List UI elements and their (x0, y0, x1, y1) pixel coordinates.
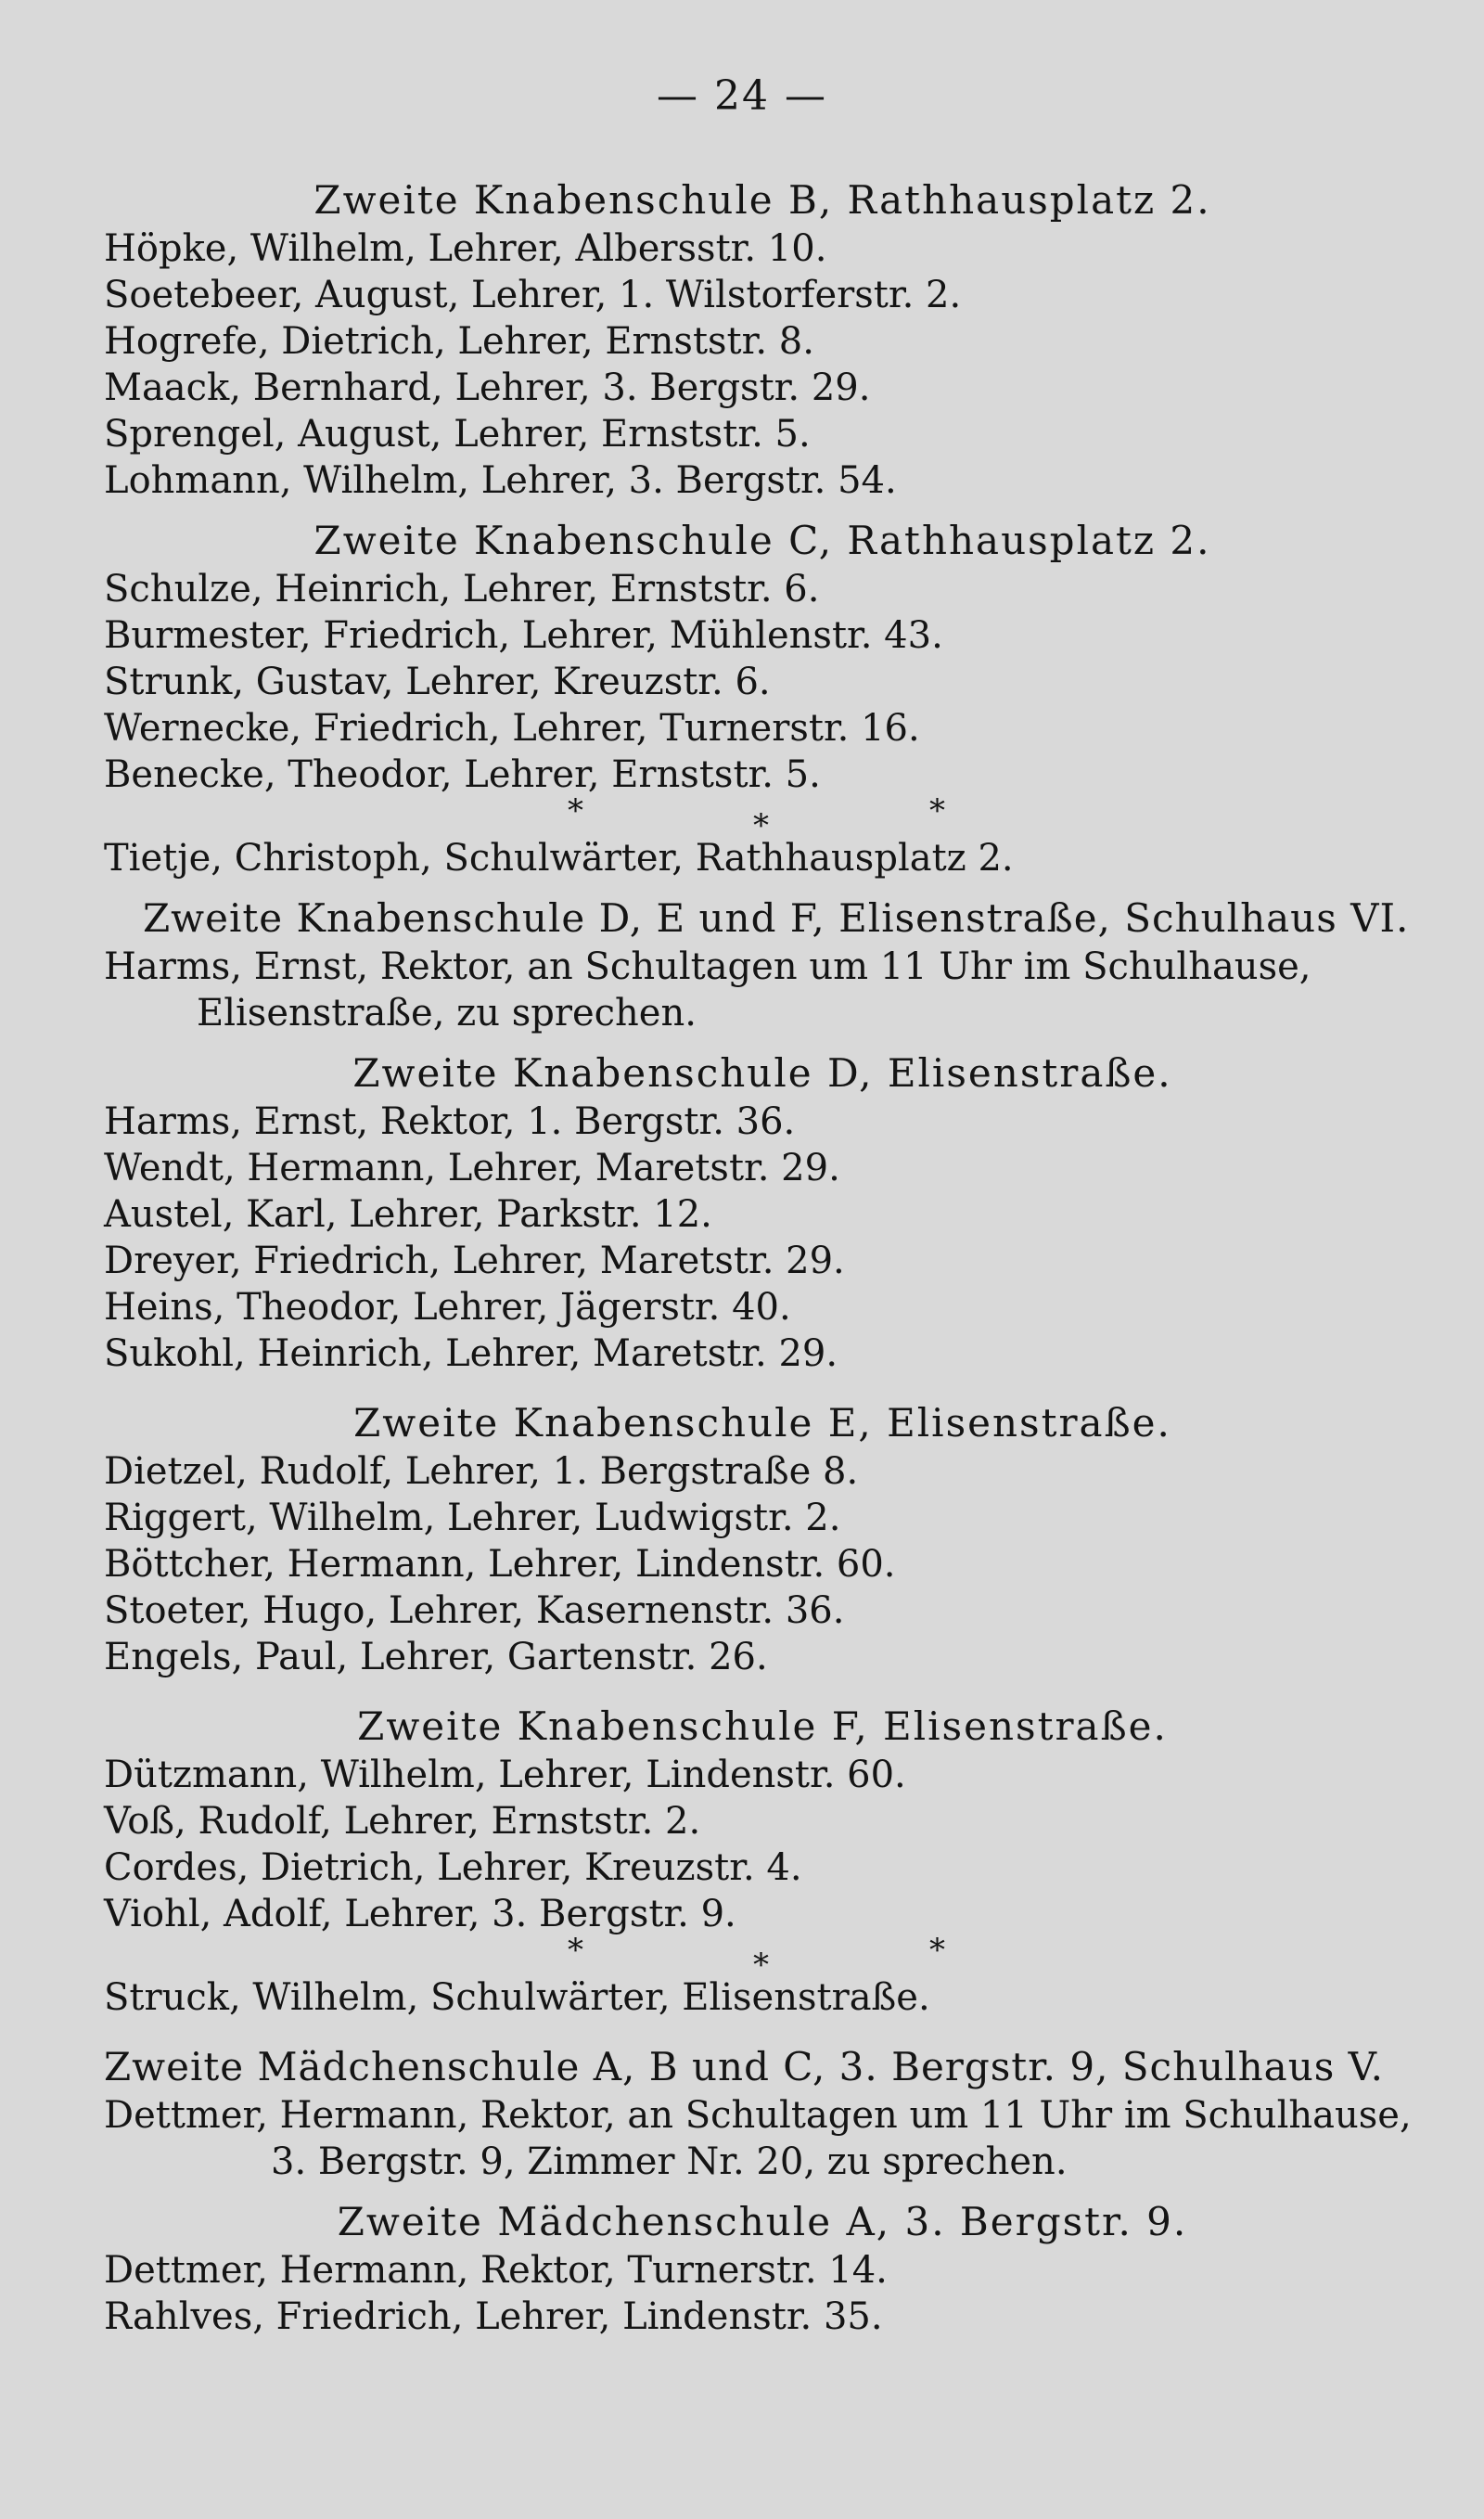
separator-star: * (753, 1947, 769, 1984)
section-heading: Zweite Knabenschule C, Rathhausplatz 2. (313, 518, 1211, 563)
rector-line: Dettmer, Hermann, Rektor, an Schultagen um 11 Uhr im Schulhause, (104, 2094, 1412, 2137)
rector-line: Harms, Ernst, Rektor, an Schultagen um 11 Uhr im Schulhause, (104, 945, 1311, 988)
separator-star: * (568, 792, 583, 829)
caretaker-entry: Tietje, Christoph, Schulwärter, Rathhausplatz 2. (104, 837, 1014, 880)
section-knabenschule-e (104, 1397, 1421, 1680)
list-item: Lohmann, Wilhelm, Lehrer, 3. Bergstr. 54. (104, 459, 897, 502)
list-item: Stoeter, Hugo, Lehrer, Kasernenstr. 36. (104, 1589, 845, 1632)
separator-stars (104, 792, 1421, 844)
list-item: Böttcher, Hermann, Lehrer, Lindenstr. 60. (104, 1543, 896, 1586)
list-item: Wendt, Hermann, Lehrer, Maretstr. 29. (104, 1147, 840, 1189)
list-item: Wernecke, Friedrich, Lehrer, Turnerstr. 16. (104, 707, 920, 750)
list-item: Cordes, Dietrich, Lehrer, Kreuzstr. 4. (104, 1846, 802, 1889)
section-knabenschule-b (104, 174, 1421, 504)
list-item: Maack, Bernhard, Lehrer, 3. Bergstr. 29. (104, 366, 871, 409)
caretaker-entry: Struck, Wilhelm, Schulwärter, Elisenstraße. (104, 1976, 930, 2019)
list-item: Heins, Theodor, Lehrer, Jägerstr. 40. (104, 1286, 791, 1329)
separator-star: * (929, 792, 945, 829)
separator-star: * (568, 1932, 583, 1969)
section-knabenschule-def (104, 893, 1421, 1036)
list-item: Burmester, Friedrich, Lehrer, Mühlenstr. 43. (104, 614, 943, 657)
section-maedchenschule-a (104, 2196, 1421, 2340)
section-knabenschule-f (104, 1701, 1421, 2021)
list-item: Sprengel, August, Lehrer, Ernststr. 5. (104, 413, 811, 456)
list-item: Schulze, Heinrich, Lehrer, Ernststr. 6. (104, 568, 820, 610)
section-heading: Zweite Knabenschule D, E und F, Elisenstraße, Schulhaus VI. (143, 895, 1410, 941)
list-item: Höpke, Wilhelm, Lehrer, Albersstr. 10. (104, 227, 827, 270)
list-item: Dietzel, Rudolf, Lehrer, 1. Bergstraße 8. (104, 1450, 859, 1493)
page-number: — 24 — (657, 72, 827, 120)
list-item: Harms, Ernst, Rektor, 1. Bergstr. 36. (104, 1100, 796, 1143)
section-heading: Zweite Knabenschule B, Rathhausplatz 2. (313, 177, 1211, 223)
section-heading: Zweite Knabenschule E, Elisenstraße. (353, 1400, 1171, 1446)
list-item: Hogrefe, Dietrich, Lehrer, Ernststr. 8. (104, 320, 814, 363)
list-item: Benecke, Theodor, Lehrer, Ernststr. 5. (104, 753, 821, 796)
section-maedchenschule-abc (104, 2041, 1421, 2185)
separator-star: * (929, 1932, 945, 1969)
directory-content (104, 174, 1421, 2340)
section-heading: Zweite Knabenschule F, Elisenstraße. (357, 1703, 1168, 1749)
rector-line-continued: 3. Bergstr. 9, Zimmer Nr. 20, zu sprechen. (271, 2140, 1068, 2183)
list-item: Riggert, Wilhelm, Lehrer, Ludwigstr. 2. (104, 1497, 841, 1539)
list-item: Strunk, Gustav, Lehrer, Kreuzstr. 6. (104, 661, 771, 703)
section-heading: Zweite Mädchenschule A, 3. Bergstr. 9. (337, 2199, 1188, 2244)
list-item: Engels, Paul, Lehrer, Gartenstr. 26. (104, 1636, 768, 1678)
list-item: Dützmann, Wilhelm, Lehrer, Lindenstr. 60. (104, 1754, 906, 1796)
list-item: Viohl, Adolf, Lehrer, 3. Bergstr. 9. (104, 1893, 736, 1935)
list-item: Dreyer, Friedrich, Lehrer, Maretstr. 29. (104, 1240, 845, 1282)
rector-line-continued: Elisenstraße, zu sprechen. (197, 992, 697, 1035)
separator-stars (104, 1932, 1421, 1984)
list-item: Voß, Rudolf, Lehrer, Ernststr. 2. (104, 1800, 701, 1843)
section-knabenschule-d (104, 1047, 1421, 1377)
list-item: Dettmer, Hermann, Rektor, Turnerstr. 14. (104, 2249, 888, 2292)
list-item: Soetebeer, August, Lehrer, 1. Wilstorferstr. 2. (104, 274, 962, 316)
list-item: Rahlves, Friedrich, Lehrer, Lindenstr. 35. (104, 2295, 883, 2338)
section-heading: Zweite Knabenschule D, Elisenstraße. (352, 1050, 1172, 1096)
list-item: Sukohl, Heinrich, Lehrer, Maretstr. 29. (104, 1332, 838, 1375)
section-heading: Zweite Mädchenschule A, B und C, 3. Bergstr. 9, Schulhaus V. (104, 2044, 1384, 2089)
list-item: Austel, Karl, Lehrer, Parkstr. 12. (104, 1193, 712, 1236)
section-knabenschule-c (104, 515, 1421, 881)
separator-star: * (753, 807, 769, 844)
